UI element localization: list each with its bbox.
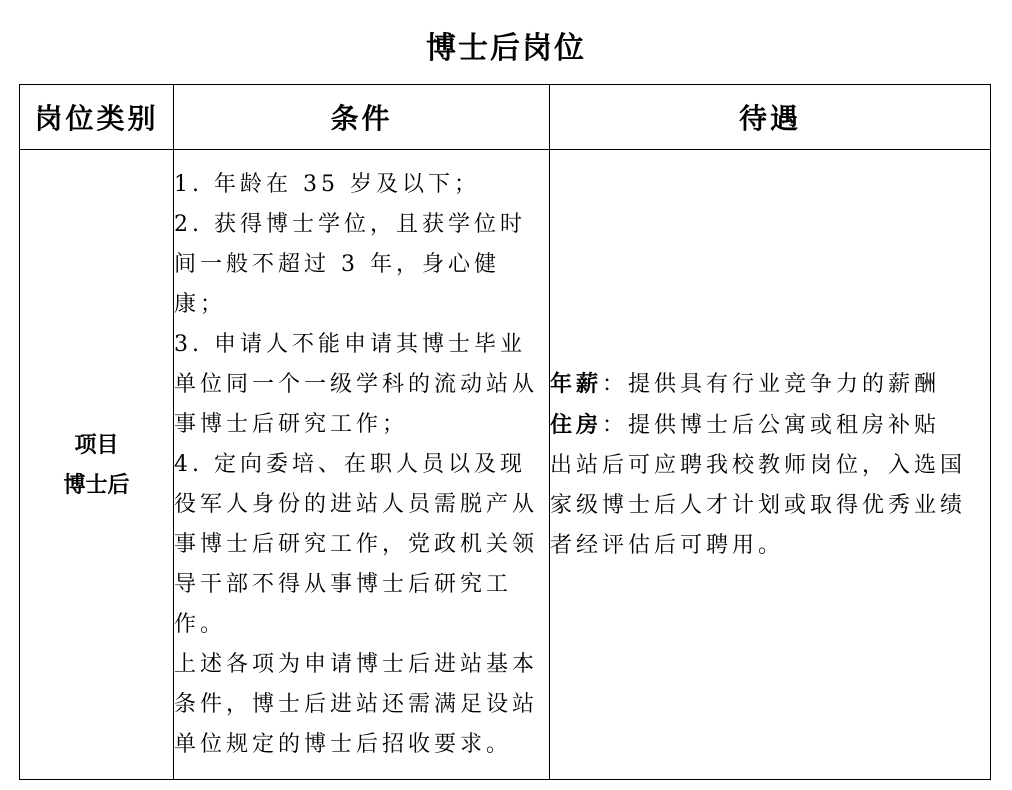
header-benefits: 待遇: [550, 85, 991, 150]
salary-text: ：提供具有行业竞争力的薪酬: [602, 371, 941, 397]
housing-line: [550, 405, 990, 446]
condition-item-1: 1. 年龄在 35 岁及以下；: [174, 171, 480, 197]
condition-item-2: 2. 获得博士学位，且获学位时间一般不超过 3 年，身心健康；: [174, 211, 526, 317]
condition-item-4: 4. 定向委培、在职人员以及现役军人身份的进站人员需脱产从事博士后研究工作，党政机关领导干部不得从事博士后研究工作。: [174, 451, 539, 637]
condition-summary: 上述各项为申请博士后进站基本条件，博士后进站还需满足设站单位规定的博士后招收要求。: [174, 651, 539, 757]
header-conditions: 条件: [174, 85, 550, 150]
after-station-text: 出站后可应聘我校教师岗位，入选国家级博士后人才计划或取得优秀业绩者经评估后可聘用。: [550, 452, 967, 558]
benefits-cell: [550, 150, 991, 780]
housing-text: ：提供博士后公寓或租房补贴: [602, 412, 941, 438]
conditions-cell: [174, 150, 550, 780]
positions-table: [19, 84, 991, 780]
condition-item-3: 3. 申请人不能申请其博士毕业单位同一个一级学科的流动站从事博士后研究工作；: [174, 331, 539, 437]
category-line-2: 博士后: [63, 471, 130, 498]
housing-label: 住房: [550, 411, 603, 438]
category-cell: [20, 150, 174, 780]
table-header-row: [20, 85, 991, 150]
salary-line: [550, 364, 990, 405]
header-category: 岗位类别: [20, 85, 174, 150]
document-title: 博士后岗位: [426, 31, 586, 66]
salary-label: 年薪: [550, 370, 603, 397]
category-line-1: 项目: [74, 431, 119, 458]
table-row: [20, 150, 991, 780]
